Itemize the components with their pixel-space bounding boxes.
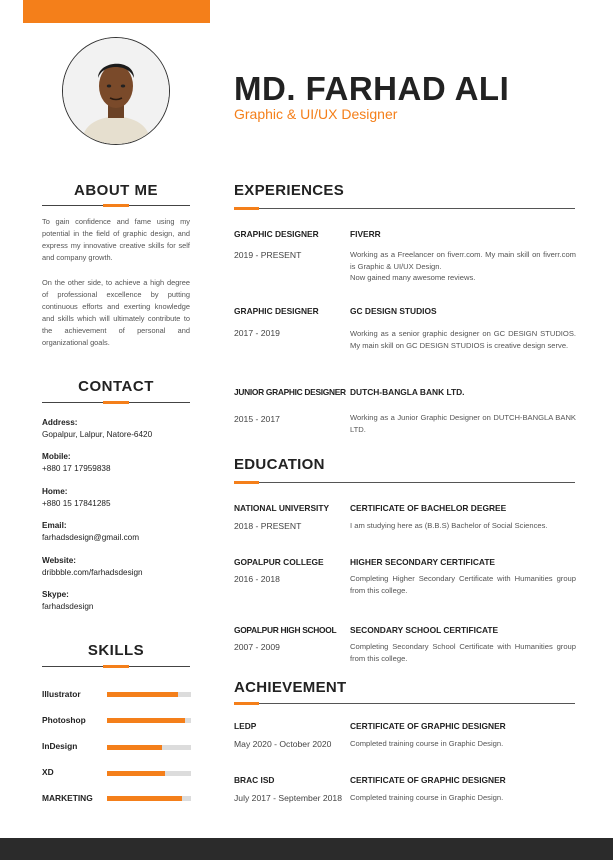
experience-title: JUNIOR GRAPHIC DESIGNER	[234, 387, 346, 397]
experience-desc: Working as a Junior Graphic Designer on DUTCH-BANGLA BANK LTD.	[350, 413, 576, 434]
experience-org: FIVERR	[350, 229, 381, 239]
education-degree: HIGHER SECONDARY CERTIFICATE	[350, 557, 496, 567]
contact-address-label: Address:	[42, 418, 78, 427]
experience-desc: Working as a senior graphic designer on GC DESIGN STUDIOS. My main skill on GC DESIGN STUDIOS is creative design serve.	[350, 329, 576, 350]
footer-bar	[0, 838, 613, 860]
experiences-divider	[234, 208, 575, 209]
skill-fill	[107, 718, 185, 723]
contact-address-value: Gopalpur, Lalpur, Natore-6420	[42, 430, 153, 439]
skills-heading: SKILLS	[87, 642, 145, 659]
skills-accent	[103, 665, 129, 668]
profile-photo	[62, 37, 170, 145]
skill-bar	[107, 692, 191, 697]
achievement-desc: Completed training course in Graphic Design.	[350, 739, 504, 748]
education-heading: EDUCATION	[234, 456, 325, 473]
top-accent-bar	[23, 0, 210, 23]
achievement-heading: ACHIEVEMENT	[234, 679, 347, 696]
education-date: 2018 - PRESENT	[234, 521, 302, 531]
skill-fill	[107, 692, 178, 697]
skill-bar	[107, 718, 191, 723]
skill-bar	[107, 771, 191, 776]
achievement-certificate: CERTIFICATE OF GRAPHIC DESIGNER	[350, 721, 506, 731]
skill-bar	[107, 745, 191, 750]
skill-fill	[107, 771, 165, 776]
skill-bar	[107, 796, 191, 801]
achievement-divider	[234, 703, 575, 704]
contact-website-value[interactable]: dribbble.com/farhadsdesign	[42, 568, 143, 577]
experience-desc-text: Working as a Freelancer on fiverr.com. My main skill on fiverr.com is Graphic & UI/UX Design.	[350, 250, 576, 271]
education-accent	[234, 481, 259, 484]
achievement-institute: BRAC ISD	[234, 775, 275, 785]
skill-name: XD	[42, 767, 54, 777]
experiences-accent	[234, 207, 259, 210]
experience-org: DUTCH-BANGLA BANK LTD.	[350, 387, 465, 397]
skill-name: Illustrator	[42, 689, 81, 699]
education-desc: Completing Secondary School Certificate with Humanities group from this college.	[350, 642, 576, 663]
about-paragraph-2: On the other side, to achieve a high degree of professional excellence by putting continuous efforts and exerting knowledge and skills which will ultimately contribute to the achievement of personal and organizational goals.	[42, 278, 190, 347]
education-degree: CERTIFICATE OF BACHELOR DEGREE	[350, 503, 507, 513]
education-degree: SECONDARY SCHOOL CERTIFICATE	[350, 625, 499, 635]
experience-desc	[350, 249, 576, 284]
candidate-role: Graphic & UI/UX Designer	[234, 106, 398, 122]
contact-skype-label: Skype:	[42, 590, 69, 599]
experience-title: GRAPHIC DESIGNER	[234, 229, 319, 239]
skill-name: Photoshop	[42, 715, 86, 725]
contact-skype	[42, 589, 202, 613]
education-desc: Completing Higher Secondary Certificate with Humanities group from this college.	[350, 574, 576, 595]
contact-mobile-value: +880 17 17959838	[42, 464, 111, 473]
achievement-desc: Completed training course in Graphic Design.	[350, 793, 504, 802]
education-desc: I am studying here as (B.B.S) Bachelor of Social Sciences.	[350, 521, 548, 530]
experience-date: 2015 - 2017	[234, 414, 280, 424]
contact-website	[42, 555, 202, 579]
experience-title: GRAPHIC DESIGNER	[234, 306, 319, 316]
education-divider	[234, 482, 575, 483]
skill-fill	[107, 745, 162, 750]
experience-date: 2017 - 2019	[234, 328, 280, 338]
about-paragraph-1: To gain confidence and fame using my potential in the field of graphic design, and express my innovative creative skills for self and company growth.	[42, 217, 190, 262]
contact-address	[42, 417, 202, 441]
education-school: GOPALPUR HIGH SCHOOL	[234, 625, 337, 635]
contact-accent	[103, 401, 129, 404]
skill-name: MARKETING	[42, 793, 93, 803]
achievement-accent	[234, 702, 259, 705]
achievement-certificate: CERTIFICATE OF GRAPHIC DESIGNER	[350, 775, 506, 785]
contact-home	[42, 486, 202, 510]
achievement-date: May 2020 - October 2020	[234, 739, 332, 749]
achievement-institute: LEDP	[234, 721, 257, 731]
contact-email-label: Email:	[42, 521, 67, 530]
skill-fill	[107, 796, 182, 801]
contact-website-label: Website:	[42, 556, 76, 565]
contact-email	[42, 520, 202, 544]
achievement-date: July 2017 - September 2018	[234, 793, 342, 803]
education-school: NATIONAL UNIVERSITY	[234, 503, 330, 513]
experience-desc-text-2: Now gained many awesome reviews.	[350, 273, 476, 282]
experiences-heading: EXPERIENCES	[234, 182, 344, 199]
contact-home-label: Home:	[42, 487, 68, 496]
education-school: GOPALPUR COLLEGE	[234, 557, 324, 567]
skill-name: InDesign	[42, 741, 78, 751]
education-date: 2016 - 2018	[234, 574, 280, 584]
candidate-name: MD. FARHAD ALI	[234, 70, 510, 107]
about-heading: ABOUT ME	[74, 182, 158, 199]
contact-email-value[interactable]: farhadsdesign@gmail.com	[42, 533, 140, 542]
contact-home-value: +880 15 17841285	[42, 499, 111, 508]
education-date: 2007 - 2009	[234, 642, 280, 652]
contact-mobile	[42, 451, 202, 475]
person-avatar-icon	[63, 38, 169, 144]
about-accent	[103, 204, 129, 207]
contact-skype-value: farhadsdesign	[42, 602, 94, 611]
experience-date: 2019 - PRESENT	[234, 250, 302, 260]
experience-org: GC DESIGN STUDIOS	[350, 306, 437, 316]
contact-heading: CONTACT	[78, 378, 154, 395]
contact-mobile-label: Mobile:	[42, 452, 71, 461]
